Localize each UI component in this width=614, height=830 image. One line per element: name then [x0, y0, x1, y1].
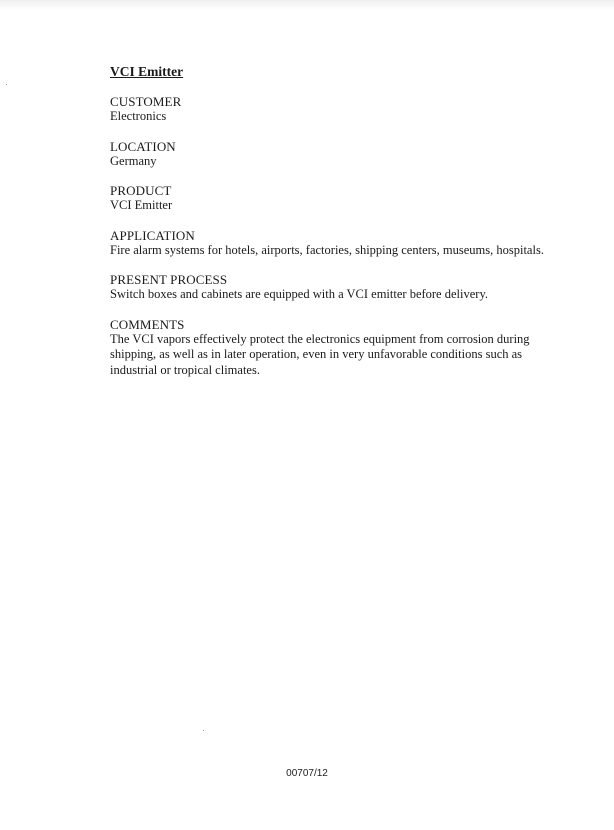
- section-heading: APPLICATION: [110, 227, 195, 243]
- section-heading: PRESENT PROCESS: [110, 272, 228, 287]
- section-heading: COMMENTS: [110, 316, 185, 332]
- document-title: VCI Emitter: [110, 64, 184, 79]
- scan-speck: [203, 730, 204, 731]
- section-comments: [110, 317, 550, 379]
- section-application: [110, 228, 550, 259]
- section-heading: LOCATION: [110, 138, 176, 154]
- section-heading: PRODUCT: [110, 183, 172, 198]
- scan-speck: [6, 84, 7, 85]
- section-product: [110, 183, 550, 214]
- section-text: Switch boxes and cabinets are equipped with a VCI emitter before delivery.: [110, 287, 489, 301]
- section-location: [110, 139, 550, 170]
- section-customer: [110, 94, 550, 125]
- section-text: VCI Emitter: [110, 198, 173, 212]
- scan-edge-shading: [0, 0, 614, 10]
- section-text: The VCI vapors effectively protect the electronics equipment from corrosion during shipping, as well as in later operation, even in very unfavorable conditions such as industrial or tropical climates.: [110, 331, 530, 377]
- section-text: Germany: [110, 153, 157, 168]
- document-page: [110, 64, 550, 392]
- section-text: Electronics: [110, 109, 167, 123]
- page-footer-code: 00707/12: [286, 768, 328, 779]
- section-present-process: [110, 272, 550, 303]
- section-heading: CUSTOMER: [110, 94, 182, 109]
- section-text: Fire alarm systems for hotels, airports, factories, shipping centers, museums, hospitals.: [110, 242, 544, 257]
